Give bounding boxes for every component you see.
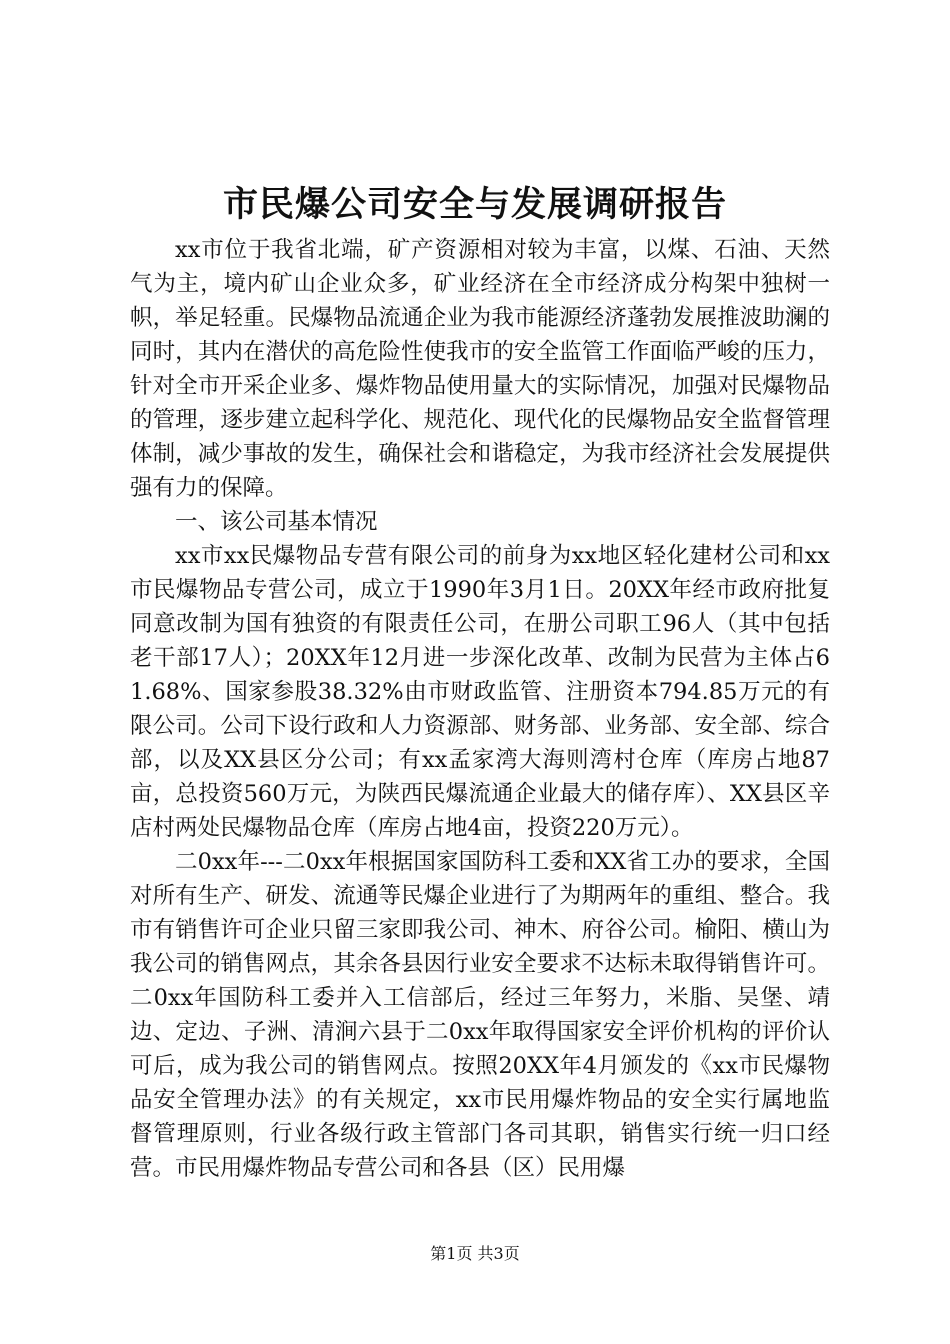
paragraph-intro: xx市位于我省北端，矿产资源相对较为丰富，以煤、石油、天然气为主，境内矿山企业众多，矿业经济在全市经济成分构架中独树一帜，举足轻重。民爆物品流通企业为我市能源经济蓬勃发展推波助澜的同时，其内在潜伏的高危险性使我市的安全监管工作面临严峻的压力，针对全市开采企业多、爆炸物品使用量大的实际情况，加强对民爆物品的管理，逐步建立起科学化、规范化、现代化的民爆物品安全监督管理体制，减少事故的发生，确保社会和谐稳定，为我市经济社会发展提供强有力的保障。 bbox=[130, 237, 830, 501]
document-body bbox=[130, 233, 830, 1185]
document-title: 市民爆公司安全与发展调研报告 bbox=[222, 184, 727, 225]
page-footer: 第1页 共3页 bbox=[430, 1244, 520, 1263]
section-heading: 一、该公司基本情况 bbox=[175, 509, 378, 535]
paragraph-company-info: xx市xx民爆物品专营有限公司的前身为xx地区轻化建材公司和xx市民爆物品专营公司，成立于1990年3月1日。20XX年经市政府批复同意改制为国有独资的有限责任公司，在册公司职工96人（其中包括老干部17人）；20XX年12月进一步深化改革、改制为民营为主体占61.68%、国家参股38.32%由市财政监管、注册资本794.85万元的有限公司。公司下设行政和人力资源部、财务部、业务部、安全部、综合部，以及XX县区分公司；有xx孟家湾大海则湾村仓库（库房占地87亩，总投资560万元，为陕西民爆流通企业最大的储存库）、XX县区辛店村两处民爆物品仓库（库房占地4亩，投资220万元）。 bbox=[130, 543, 830, 841]
paragraph-history: 二0xx年---二0xx年根据国家国防科工委和XX省工办的要求，全国对所有生产、研发、流通等民爆企业进行了为期两年的重组、整合。我市有销售许可企业只留三家即我公司、神木、府谷公司。榆阳、横山为我公司的销售网点，其余各县因行业安全要求不达标未取得销售许可。二0xx年国防科工委并入工信部后，经过三年努力，米脂、吴堡、靖边、定边、子洲、清涧六县于二0xx年取得国家安全评价机构的评价认可后，成为我公司的销售网点。按照20XX年4月颁发的《xx市民爆物品安全管理办法》的有关规定，xx市民用爆炸物品的安全实行属地监督管理原则，行业各级行政主管部门各司其职，销售实行统一归口经营。市民用爆炸物品专营公司和各县（区）民用爆 bbox=[130, 849, 830, 1181]
